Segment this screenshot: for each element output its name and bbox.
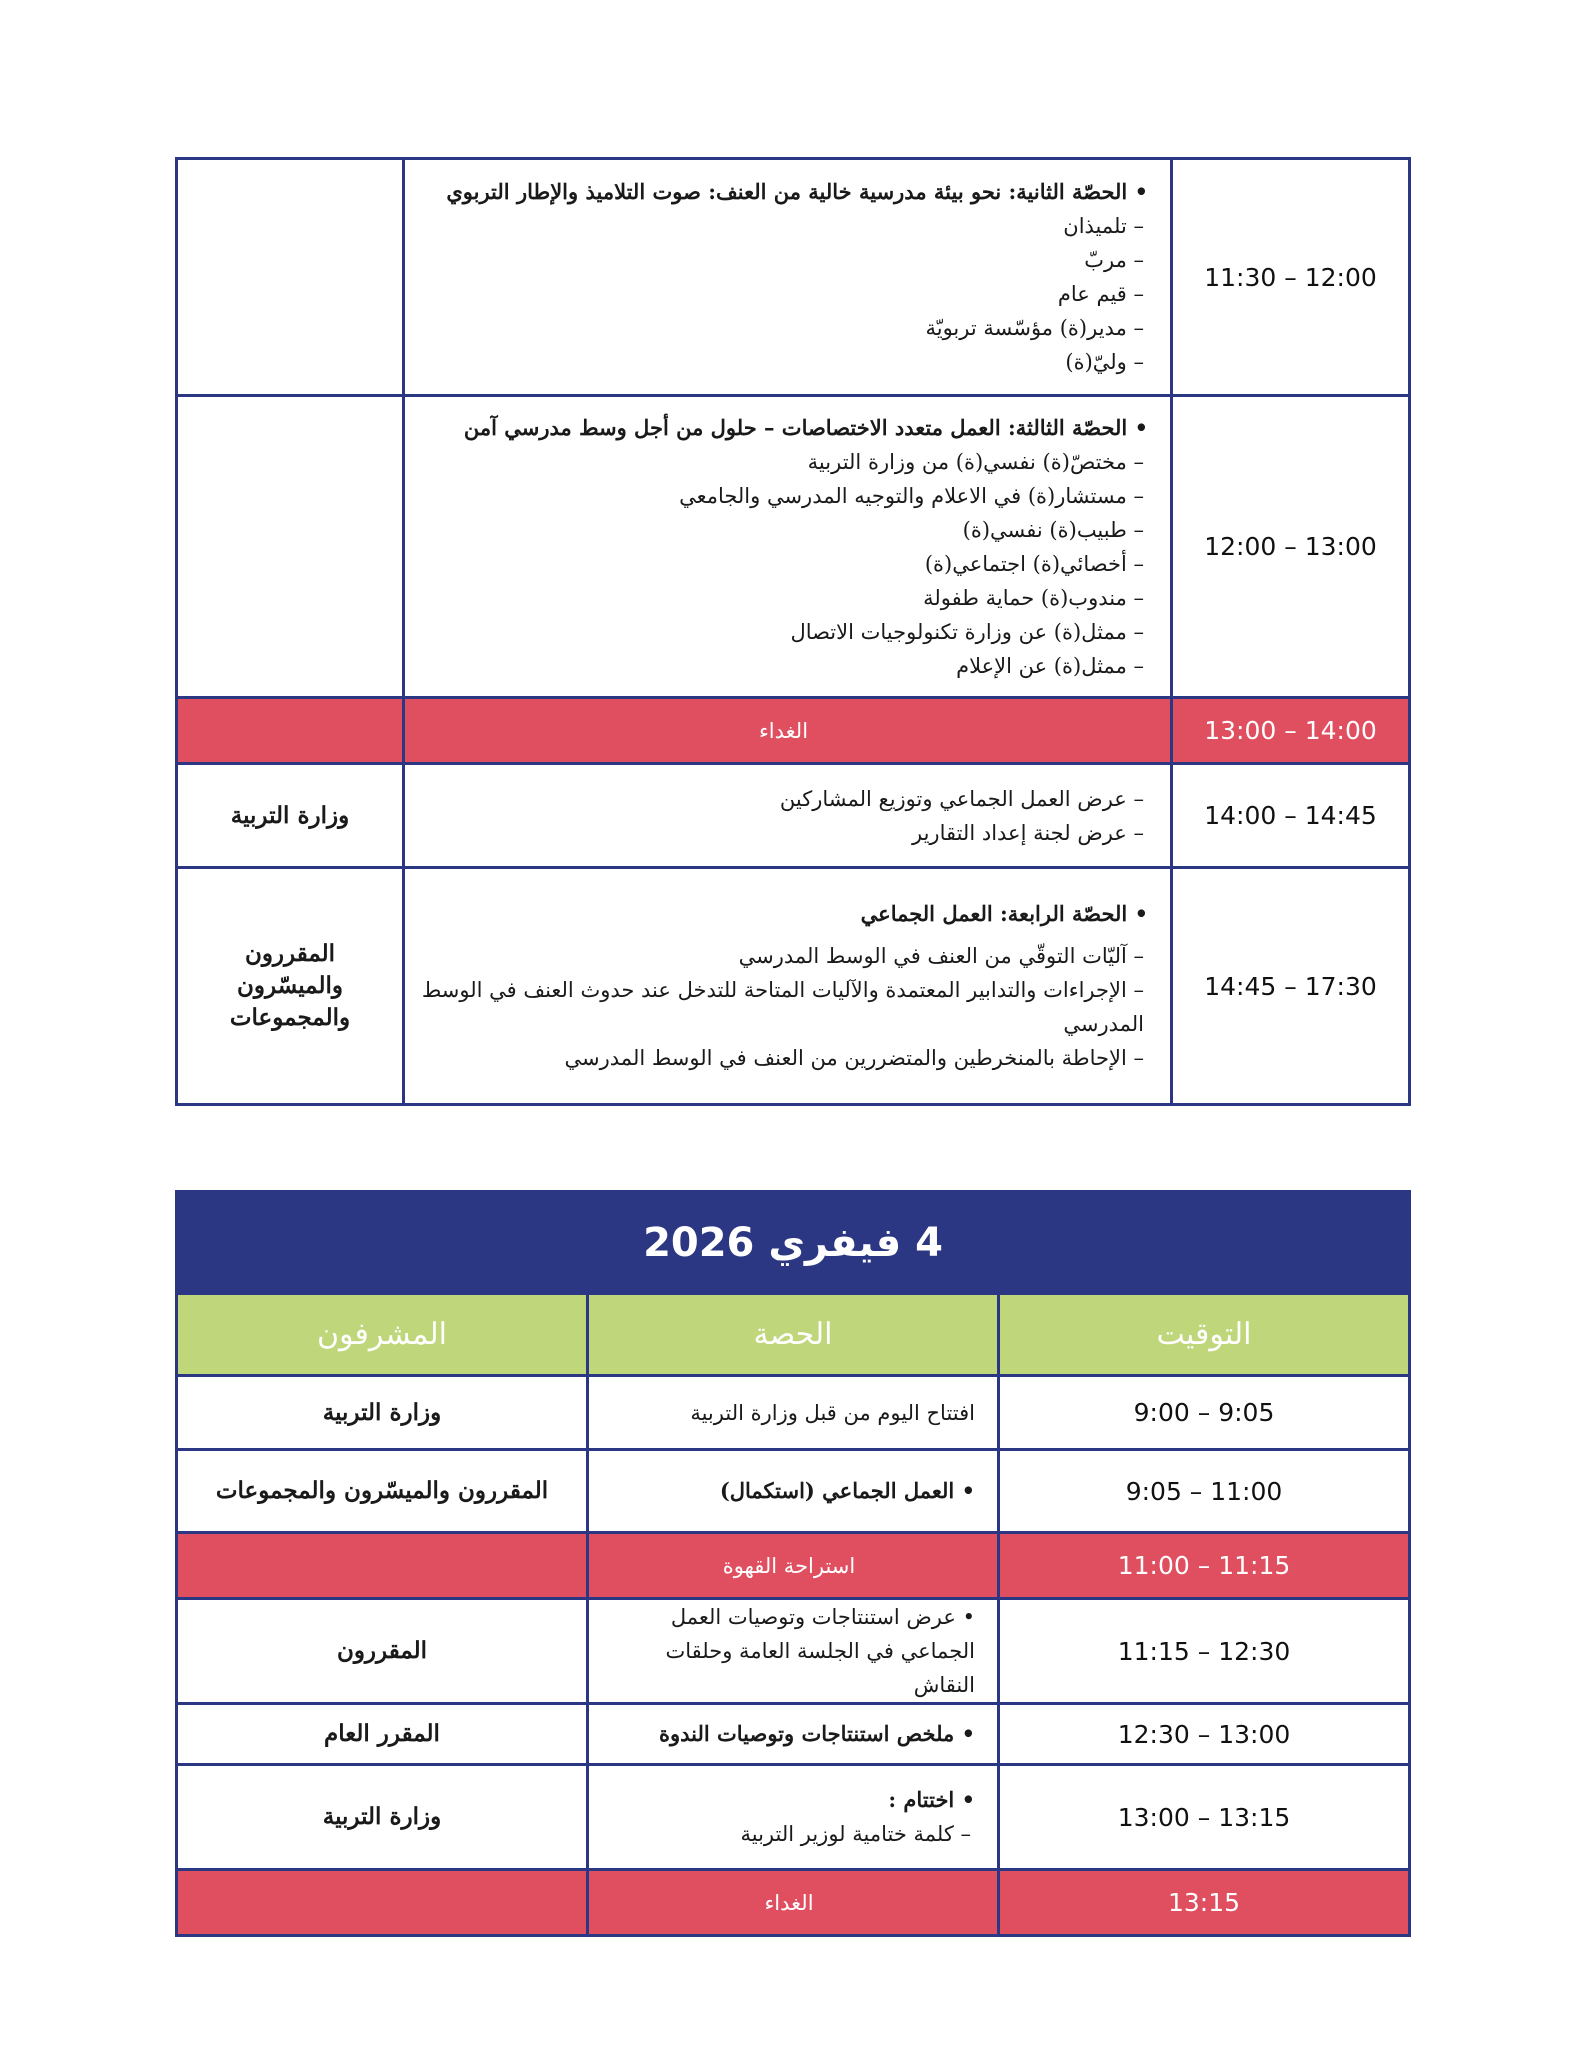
time-cell: 11:00 – 9:05 — [999, 1450, 1410, 1533]
session-line: – أخصائي(ة) اجتماعي(ة) — [924, 551, 1144, 576]
session-line: – كلمة ختامية لوزير التربية — [740, 1822, 971, 1846]
table-row — [177, 1599, 1410, 1704]
time-cell: 9:05 – 9:00 — [999, 1376, 1410, 1450]
session-line: – الإجراءات والتدابير المعتمدة والآليات المتاحة للتدخل عند حدوث العنف في الوسط المدرسي — [421, 978, 1144, 1036]
session-line: – عرض لجنة إعداد التقارير — [912, 820, 1144, 845]
table-row — [177, 1704, 1410, 1765]
session-title: • الحصّة الرابعة: العمل الجماعي — [860, 901, 1148, 926]
time-cell: 14:45 – 14:00 — [1172, 764, 1410, 868]
session-line: – ممثل(ة) عن وزارة تكنولوجيات الاتصال — [790, 619, 1144, 644]
lunch-break-row — [177, 1870, 1410, 1936]
session-cell — [588, 1599, 999, 1704]
session-line: – مندوب(ة) حماية طفولة — [923, 585, 1144, 610]
session-title: افتتاح اليوم من قبل وزارة التربية — [690, 1400, 975, 1425]
supervisor-cell: وزارة التربية — [177, 1765, 588, 1870]
session-line: – تلميذان — [1063, 214, 1144, 238]
time-cell: 14:00 – 13:00 — [1172, 698, 1410, 764]
time-cell: 13:15 – 13:00 — [999, 1765, 1410, 1870]
session-line: – ممثل(ة) عن الإعلام — [956, 653, 1144, 678]
time-cell: 13:15 — [999, 1870, 1410, 1936]
session-title: • العمل الجماعي (استكمال) — [719, 1478, 975, 1503]
supervisor-cell: وزارة التربية — [177, 1376, 588, 1450]
supervisor-cell — [177, 698, 404, 764]
time-cell: 13:00 – 12:30 — [999, 1704, 1410, 1765]
table-row — [177, 1765, 1410, 1870]
session-title: • اختتام : — [888, 1787, 975, 1812]
break-label: الغداء — [404, 698, 1172, 764]
session-title: • ملخص استنتاجات وتوصيات الندوة — [658, 1721, 975, 1746]
table-row — [177, 159, 1410, 396]
header-supervisors: المشرفون — [177, 1294, 588, 1376]
session-cell — [588, 1450, 999, 1533]
session-line: – مستشار(ة) في الاعلام والتوجيه المدرسي والجامعي — [679, 483, 1144, 508]
session-cell — [404, 868, 1172, 1105]
table-row — [177, 764, 1410, 868]
session-line: – طبيب(ة) نفسي(ة) — [962, 517, 1144, 542]
session-line: – قيم عام — [1057, 282, 1144, 306]
table-row — [177, 1450, 1410, 1533]
session-line: – الإحاطة بالمنخرطين والمتضررين من العنف في الوسط المدرسي — [564, 1046, 1144, 1070]
supervisor-cell: المقررون والميسّرون والمجموعات — [177, 868, 404, 1105]
supervisor-cell — [177, 1533, 588, 1599]
session-title: • الحصّة الثالثة: العمل متعدد الاختصاصات – حلول من أجل وسط مدرسي آمن — [463, 414, 1148, 440]
date-title: 4 فيفري 2026 — [177, 1192, 1410, 1294]
supervisor-cell: وزارة التربية — [177, 764, 404, 868]
session-line: – مدير(ة) مؤسّسة تربويّة — [925, 316, 1144, 340]
session-cell — [588, 1704, 999, 1765]
schedule-table-day-continuation — [175, 157, 1411, 1106]
table-row — [177, 1376, 1410, 1450]
column-header-row — [177, 1294, 1410, 1376]
date-header-row — [177, 1192, 1410, 1294]
supervisor-cell: المقرر العام — [177, 1704, 588, 1765]
supervisor-cell — [177, 159, 404, 396]
supervisor-cell — [177, 1870, 588, 1936]
lunch-break-row — [177, 698, 1410, 764]
session-cell — [404, 396, 1172, 698]
time-cell: 12:30 – 11:15 — [999, 1599, 1410, 1704]
session-cell — [588, 1376, 999, 1450]
session-line: – مربّ — [1084, 248, 1144, 272]
session-cell — [404, 764, 1172, 868]
table-row — [177, 396, 1410, 698]
time-cell: 12:00 – 11:30 — [1172, 159, 1410, 396]
header-time: التوقيت — [999, 1294, 1410, 1376]
session-cell — [588, 1765, 999, 1870]
session-line: – عرض العمل الجماعي وتوزيع المشاركين — [779, 786, 1144, 811]
session-line: – وليّ(ة) — [1065, 350, 1144, 374]
time-cell: 11:15 – 11:00 — [999, 1533, 1410, 1599]
schedule-table-day-2 — [175, 1190, 1411, 1937]
time-cell: 17:30 – 14:45 — [1172, 868, 1410, 1105]
table-row — [177, 868, 1410, 1105]
supervisor-cell: المقررون — [177, 1599, 588, 1704]
coffee-break-row — [177, 1533, 1410, 1599]
session-line: – آليّات التوقّي من العنف في الوسط المدرسي — [738, 944, 1144, 968]
break-label: الغداء — [588, 1870, 999, 1936]
time-cell: 13:00 – 12:00 — [1172, 396, 1410, 698]
supervisor-cell — [177, 396, 404, 698]
supervisor-cell: المقررون والميسّرون والمجموعات — [177, 1450, 588, 1533]
break-label: استراحة القهوة — [588, 1533, 999, 1599]
session-title: • الحصّة الثانية: نحو بيئة مدرسية خالية من العنف: صوت التلاميذ والإطار التربوي — [446, 179, 1148, 204]
session-line: – مختصّ(ة) نفسي(ة) من وزارة التربية — [807, 449, 1144, 474]
session-title: • عرض استنتاجات وتوصيات العمل الجماعي في الجلسة العامة وحلقات النقاش — [665, 1605, 975, 1697]
session-cell — [404, 159, 1172, 396]
header-session: الحصة — [588, 1294, 999, 1376]
